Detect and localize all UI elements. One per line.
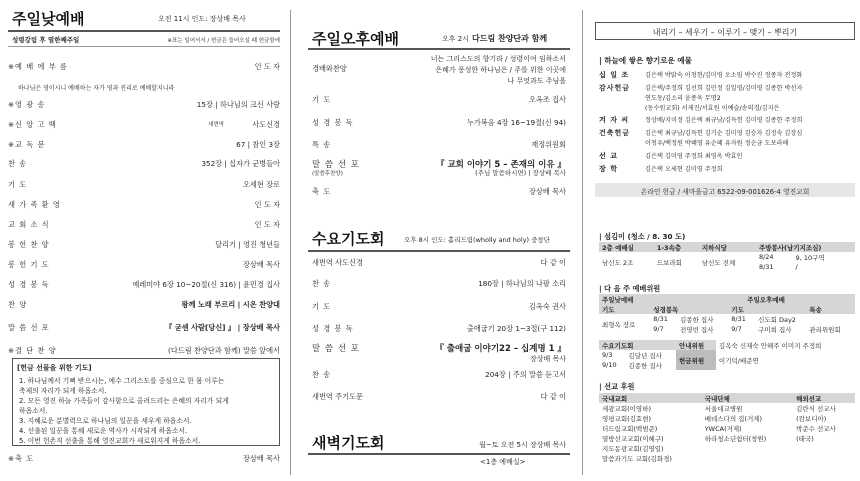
kitchen-date: 8/24 (758, 253, 774, 261)
offering-names: 김은택 박맑숙 이청현/김미영 오소임 박수진 정종자 전정화 (645, 72, 803, 79)
order-value: 왕께 노래 부르리 | 시온 찬양대 (181, 300, 280, 309)
wednesday-row (312, 392, 566, 404)
afternoon-value: 오옥조 집사 (528, 95, 566, 104)
order-label: 봉 헌 찬 양 (8, 240, 50, 249)
mission-cell: YWCA(거제) (704, 424, 742, 433)
wednesday-label: 새번역 주기도문 (312, 392, 363, 401)
offering-names: 연도동/김소리 윤종욱 무명2 (645, 95, 721, 102)
prayer-line: 5. 이번 헌존직 선출을 통해 영진교회가 새로워지게 하옵소서. (19, 437, 201, 445)
prayer-title: [헌금 선물을 위한 기도] (17, 364, 92, 372)
wednesday-label: 찬 송 (312, 370, 332, 379)
wed-leader: 김종한 집사 (628, 361, 662, 370)
order-value: 인 도 자 (254, 200, 280, 209)
order-label: 성 경 봉 독 (8, 280, 50, 289)
order-row (8, 120, 280, 132)
clean-head-3: 주방봉사(남기지조심) (756, 242, 855, 252)
prayer-line: 2. 모든 영진 하늘 가족들이 감사함으로 올려드리는 은혜의 자리가 되게 (19, 397, 229, 405)
song-line: 나 무엇과도 주님을 (507, 77, 566, 85)
offering-row (599, 151, 855, 161)
afternoon-value: 장상배 목사 (528, 187, 566, 196)
mission-cell: 베데스다의 집(거제) (704, 414, 763, 423)
wednesday-row (312, 279, 566, 291)
prayer-line: 하옵소서. (19, 407, 48, 415)
order-value: 예레미야 6장 10~20절(신 316) | 윤민경 집사 (132, 280, 280, 289)
afternoon-label: 말 씀 선 포 (312, 160, 360, 170)
order-row (8, 240, 280, 252)
clean-cell-2: 남신도 전체 (701, 258, 736, 267)
prayer-line: 3. 지혜로운 분별력으로 하나님의 일꾼을 세우게 하옵소서. (19, 417, 192, 425)
sermon-sub-right: (주님 말씀하시면) | 장상배 목사 (475, 169, 566, 177)
order-row (8, 300, 280, 312)
date: 9/7 (653, 325, 664, 333)
order-value: 352장 | 십자가 군병들아 (201, 159, 280, 168)
offering-label: 겨 자 씨 (599, 116, 630, 124)
order-label: 기 도 (8, 180, 28, 189)
bank-banner: 온라인 헌금 / 새마을금고 6522-09-001626-4 영진교회 (595, 183, 855, 197)
benediction-value: 장상배 목사 (242, 454, 280, 463)
wednesday-label: 말 씀 선 포 (312, 344, 360, 354)
wednesday-value: 180장 | 하나님의 나팔 소리 (478, 279, 566, 288)
afternoon-value: 재정위원회 (531, 140, 566, 149)
reader: 김종한 집사 (680, 315, 714, 324)
offering-names: 김은택 최규남/김득헌 김기순 김미영 김승자 김정숙 김장심 (645, 130, 803, 137)
mission-head-1: 국내단체 (702, 393, 793, 403)
mission-cell: (태국) (796, 434, 814, 443)
benediction-row (8, 454, 280, 466)
wednesday-value: 『 출애굽 이야기22 – 십계명 1 』 (435, 344, 566, 354)
offering-names: 김은택 김미영 주정희 최영옥 박효인 (645, 153, 743, 160)
order-value: 15장 | 하나님의 크신 사랑 (196, 100, 280, 109)
order-verse: 하나님은 영이시니 예배하는 자가 영과 진리로 예배할지니라 (18, 85, 175, 92)
afternoon-underline (308, 48, 570, 50)
offering-names: 이청우/백정원 박혜영 유순혜 유자원 정순금 도보라해 (645, 140, 789, 147)
afternoon-label: 기 도 (312, 95, 332, 104)
wednesday-value: 다 같 이 (540, 258, 566, 267)
sermon-sub-left: (말씀후찬양) (312, 171, 343, 177)
motto-box (595, 22, 855, 40)
date: 9/7 (731, 325, 742, 333)
dawn-time: 월~토 오전 5시 장상배 목사 (479, 441, 566, 449)
benediction-label: ※축 도 (8, 454, 35, 463)
mission-cell: 박준수 선교사 (796, 424, 836, 433)
order-value: 67 | 참인 3장 (236, 140, 280, 149)
afternoon-row (312, 118, 566, 130)
mission-head-0: 국내교회 (599, 393, 702, 403)
offering-row (599, 138, 855, 148)
offering-names: 정상배/지미정 김은택 최규남/김득헌 김미영 김종한 주정희 (645, 117, 803, 124)
dawn-sub: <1층 예배실> (480, 458, 526, 466)
dawn-underline (308, 453, 570, 455)
mission-cell: 하라청소년쉼터(창원) (704, 434, 767, 443)
mission-head-2: 해외선교 (793, 393, 855, 403)
afternoon-value: 『 교회 이야기 5 – 존재의 이유 』 (436, 160, 566, 170)
next-title: | 다 음 주 예배위원 (599, 284, 661, 293)
mission-cell: 지도동광교회(김영일) (602, 444, 664, 453)
mission-cell: 세광교회(이영하) (602, 404, 652, 413)
order-label: 봉 헌 기 도 (8, 260, 50, 269)
afternoon-column (308, 0, 570, 481)
mission-cell (793, 453, 855, 463)
cleaning-table (599, 242, 855, 272)
mission-cell: 말씀과기도 교회(김화경) (602, 454, 672, 463)
afternoon-label: 특 송 (312, 140, 332, 149)
order-row (8, 220, 280, 232)
order-row (8, 260, 280, 272)
offering-label: 십 일 조 (599, 71, 630, 79)
clean-head-1: 1-3속층 (654, 242, 699, 252)
mission-cell: 더드림교회(백범준) (602, 424, 658, 433)
offering-names: 김은택 오세현 김미영 주정희 (645, 166, 723, 173)
offering-row (599, 93, 855, 103)
mission-cell (702, 453, 793, 463)
wednesday-title: 수요기도회 (312, 230, 385, 248)
heaven-title: | 하늘에 쌓은 향기로운 예물 (599, 56, 692, 65)
special-song: 관리위원회 (809, 325, 841, 334)
sunday-head-0: 주일낮예배 (599, 294, 677, 304)
order-label: ※신 앙 고 백 (8, 120, 57, 129)
wed-date: 9/10 (602, 361, 617, 369)
order-value: 『 굳센 사람[당신] 』 | 장상배 목사 (165, 323, 280, 332)
offering-label: 건축헌금 (599, 129, 631, 137)
mission-cell (793, 443, 855, 453)
mission-cell: 열방선교교회(이혜구) (602, 434, 664, 443)
info-column (595, 0, 855, 481)
afternoon-time: 오후 2시 (442, 35, 469, 43)
sunday-service-title: 주일낮예배 (12, 10, 85, 28)
clean-head-0: 2층 예배실 (599, 242, 654, 252)
column-divider (582, 10, 583, 475)
mission-cell: 서울대교병원 (704, 404, 743, 413)
order-value: 장상배 목사 (242, 260, 280, 269)
divider (8, 46, 280, 47)
wed-leader: 김달년 집사 (628, 351, 662, 360)
prayer-line: 1. 하나님께서 기뻐 받으시는, 예수 그리스도를 중심으로 한 몸 이루는 (19, 377, 225, 385)
mission-cell: 김란식 선교사 (796, 404, 836, 413)
wednesday-row (312, 370, 566, 382)
wed-head-1: 안내위원 (676, 340, 716, 350)
cash-label: 헌금위원 (676, 350, 716, 370)
order-label: 찬 양 (8, 300, 28, 309)
cash-names: 이기덕/배준연 (718, 356, 759, 365)
wednesday-row (312, 324, 566, 336)
mission-cell: (캄보디아) (796, 414, 827, 423)
sunday-service-time: 오전 11시 인도: 장상배 목사 (158, 15, 246, 23)
sub-head-0: 기도 (599, 304, 650, 314)
order-value: 달리기 | 영진 청년들 (215, 240, 280, 249)
offering-label: 선 교 (599, 152, 618, 160)
wednesday-row (312, 258, 566, 270)
wednesday-label: 찬 송 (312, 279, 332, 288)
wednesday-time: 오후 8시 인도: 홀리드림(wholly and holy) 중창단 (404, 236, 550, 244)
song-line: 은혜가 풍성한 하나님은 / 주를 위한 이곳에 (435, 66, 566, 74)
order-note: 새번역 (208, 122, 224, 128)
order-label: 찬 송 (8, 159, 28, 168)
order-value: 오세현 장로 (242, 180, 280, 189)
order-row (8, 346, 280, 358)
offering-names: 김은택/주정희 김선희 김민정 김일영/김미영 김종한 박선자 (645, 85, 803, 92)
afternoon-lead: 다드림 찬양단과 함께 (472, 34, 548, 43)
sunday-prayer: 최형옥 장로 (602, 320, 636, 329)
order-value: 사도신경 (252, 120, 280, 129)
order-row (8, 323, 280, 335)
order-label: ※영 광 송 (8, 100, 46, 109)
wednesday-value: 출애굽기 20장 1~3절(구 112) (466, 324, 566, 333)
column-divider (290, 10, 291, 475)
mission-cell (702, 443, 793, 453)
afternoon-label: 축 도 (312, 187, 332, 196)
wednesday-row (312, 342, 566, 354)
wednesday-label: 새번역 사도신경 (312, 258, 363, 267)
wednesday-value: 김옥숙 권사 (528, 302, 566, 311)
order-row (8, 100, 280, 112)
title-underline (8, 30, 280, 32)
order-label: ※결 단 찬 양 (8, 346, 57, 355)
offering-label: 장 학 (599, 165, 618, 173)
wednesday-underline (308, 250, 570, 252)
wednesday-helpers-table (599, 340, 855, 370)
order-label: 새 가 족 환 영 (8, 200, 61, 209)
wednesday-value: 다 같 이 (540, 392, 566, 401)
wed-date: 9/3 (602, 351, 613, 359)
clean-cell-0: 남신도 2조 (602, 258, 634, 267)
order-label: 교 회 소 식 (8, 220, 50, 229)
prayer-line: 축제의 자리가 되게 하옵소서. (19, 387, 107, 395)
order-value: 인 도 자 (254, 220, 280, 229)
date: 8/31 (653, 315, 668, 323)
offering-row (599, 164, 855, 174)
order-row (8, 180, 280, 192)
date: 8/31 (731, 315, 746, 323)
offering-row (599, 70, 855, 80)
service-title: | 섬김이 (청소 / 8. 30 도) (599, 232, 686, 241)
order-row (8, 280, 280, 292)
wednesday-sermon-sub: 장상배 목사 (529, 355, 566, 363)
order-label: 말 씀 선 포 (8, 323, 50, 332)
order-label: ※예 배 에 부 름 (8, 62, 68, 71)
kitchen-date: 8/31 (758, 263, 774, 271)
order-row (8, 159, 280, 171)
order-value: (다드림 찬양단과 함께) 말씀 앞에서 (168, 346, 280, 355)
order-row (8, 62, 280, 74)
order-row (8, 140, 280, 152)
order-value: 인 도 자 (254, 62, 280, 71)
reader: 전영빈 집사 (680, 325, 714, 334)
offering-names: (동수원교회) 서제진/서효원 이예슬/송의경/김지은 (645, 105, 780, 112)
sub-head-1: 성경봉독 (650, 304, 728, 314)
afternoon-title: 주일오후예배 (312, 30, 399, 48)
sub-head-3: 특송 (806, 304, 855, 314)
dawn-title: 새벽기도회 (312, 434, 385, 452)
clean-head-2: 지하식당 (699, 242, 756, 252)
offering-row (599, 103, 855, 113)
mission-table (599, 393, 855, 463)
worship-label: 경배와찬양 (312, 64, 347, 73)
sunday-head-1: 주일오후예배 (677, 294, 855, 304)
clean-cell-1: 드보라회 (656, 258, 682, 267)
sunday-tagline: 성령강림 후 열한째주일 (12, 36, 80, 44)
kitchen-group: 9, 10구역 (795, 253, 825, 262)
mission-cell: 영평교회(김효현) (602, 414, 652, 423)
offering-label: 감사헌금 (599, 84, 631, 92)
afternoon-row (312, 187, 566, 199)
prayer-box (12, 358, 280, 446)
order-label: ※교 독 문 (8, 140, 46, 149)
offering-row (599, 83, 855, 93)
motto: 내리기 – 세우기 – 이루기 – 맺기 – 뿌리기 (652, 28, 798, 37)
wednesday-value: 204장 | 주의 말씀 듣고서 (485, 370, 566, 379)
kitchen-group: / (795, 263, 798, 271)
pm-prayer: 신도회 Day2 (758, 315, 796, 324)
song-line: 너는 그리스도의 향기라 / 성령이여 임하소서 (430, 55, 566, 63)
afternoon-row (312, 95, 566, 107)
wednesday-label: 성 경 봉 독 (312, 324, 354, 333)
afternoon-value: 누가복음 4장 16~19절(신 94) (466, 118, 566, 127)
offering-row (599, 115, 855, 125)
offering-row (599, 128, 855, 138)
wednesday-label: 기 도 (312, 302, 332, 311)
order-row (8, 200, 280, 212)
afternoon-label: 성 경 봉 독 (312, 118, 354, 127)
sunday-service-column (8, 0, 280, 481)
afternoon-row (312, 140, 566, 152)
wed-head-0: 수요기도회 (599, 340, 676, 350)
prayer-line: 4. 선출된 일꾼을 통해 새로운 역사가 시작되게 하옵소서. (19, 427, 188, 435)
wednesday-row (312, 302, 566, 314)
order-row (8, 83, 280, 95)
pm-prayer: 구미희 집사 (758, 325, 792, 334)
next-week-table (599, 294, 855, 334)
mission-title: | 선교 후원 (599, 382, 635, 391)
sub-head-2: 기도 (728, 304, 806, 314)
guide-names: 김옥숙 신재숙 안해주 이미지 주정희 (718, 341, 822, 350)
sunday-note: ※표는 일어서서 / 헌금은 들어오실 때 헌금함에 (167, 38, 280, 44)
